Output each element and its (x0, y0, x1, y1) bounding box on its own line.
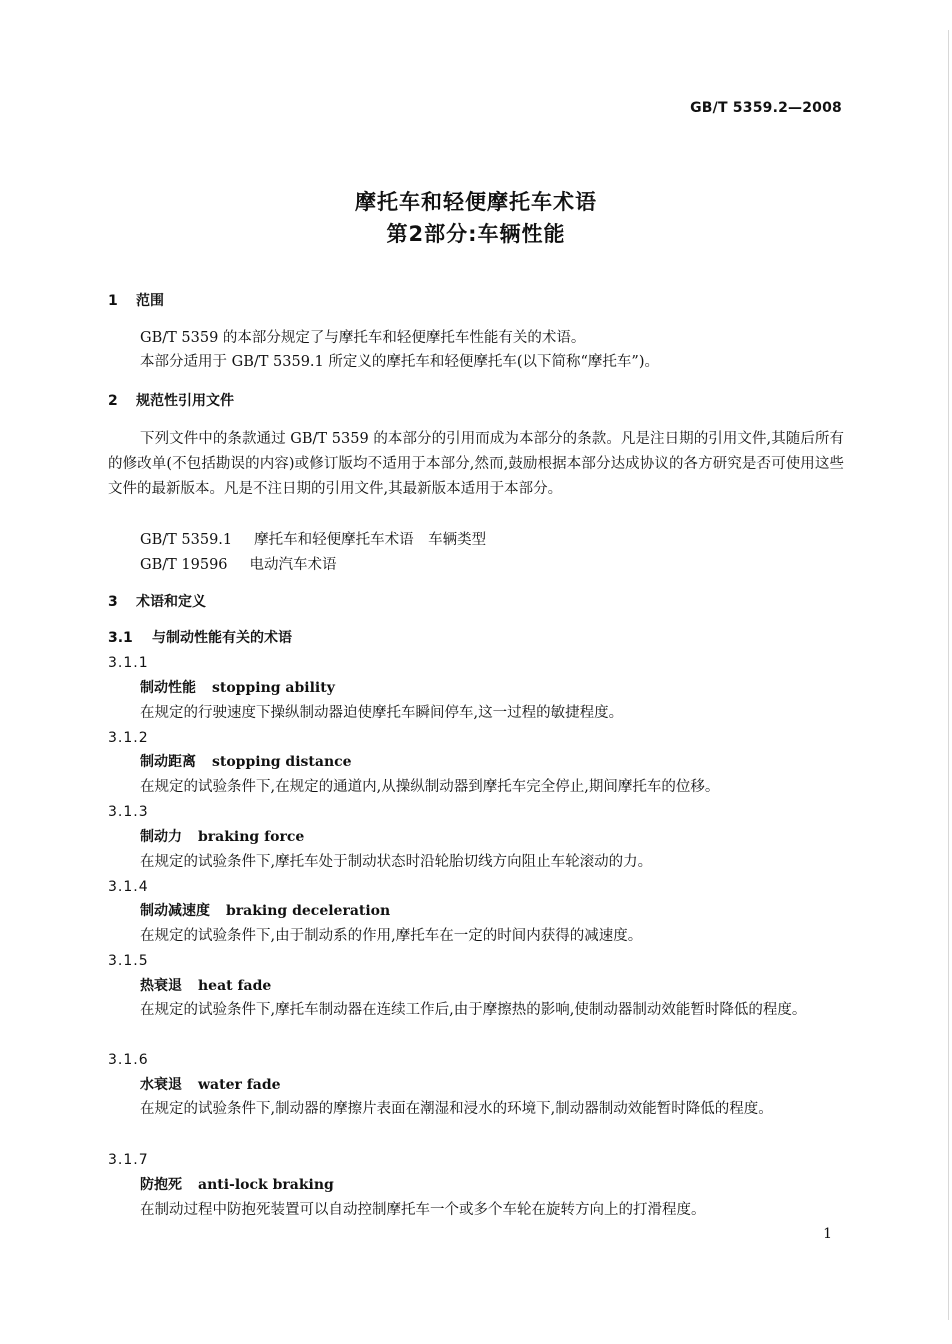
subsection-title: 与制动性能有关的术语 (152, 630, 292, 646)
term-english: braking force (198, 829, 305, 845)
term-heading (140, 976, 271, 996)
section-title: 规范性引用文件 (136, 393, 234, 409)
term-chinese: 制动距离 (140, 754, 196, 770)
term-chinese: 制动性能 (140, 680, 196, 696)
term-chinese: 制动减速度 (140, 903, 210, 919)
section-number: 3 (108, 594, 118, 610)
term-number: 3.1.1 (108, 655, 149, 671)
term-english: stopping distance (212, 754, 352, 770)
term-english: heat fade (198, 978, 272, 994)
term-english: anti-lock braking (198, 1177, 334, 1193)
term-chinese: 防抱死 (140, 1177, 182, 1193)
term-heading (140, 678, 335, 698)
term-number: 3.1.7 (108, 1152, 149, 1168)
subsection-3-1-heading (108, 628, 292, 648)
term-definition: 在规定的试验条件下,摩托车处于制动状态时沿轮胎切线方向阻止车轮滚动的力。 (140, 854, 653, 870)
term-number: 3.1.4 (108, 879, 149, 895)
term-definition: 在规定的行驶速度下操纵制动器迫使摩托车瞬间停车,这一过程的敏捷程度。 (140, 705, 624, 721)
reference-item (140, 553, 337, 574)
section-3-heading (108, 592, 206, 612)
term-heading (140, 752, 352, 772)
term-chinese: 水衰退 (140, 1077, 182, 1093)
document-title: 摩托车和轻便摩托车术语 (355, 190, 597, 214)
standard-number: GB/T 5359.2—2008 (690, 100, 842, 116)
term-chinese: 热衰退 (140, 978, 182, 994)
term-english: water fade (198, 1077, 281, 1093)
term-number: 3.1.5 (108, 953, 149, 969)
term-definition: 在规定的试验条件下,摩托车制动器在连续工作后,由于摩擦热的影响,使制动器制动效能暂时降低的程度。 (140, 1002, 807, 1018)
term-definition: 在规定的试验条件下,在规定的通道内,从操纵制动器到摩托车完全停止,期间摩托车的位移。 (140, 779, 720, 795)
term-heading (140, 827, 304, 847)
term-definition: 在规定的试验条件下,由于制动系的作用,摩托车在一定的时间内获得的减速度。 (140, 928, 643, 944)
term-heading (140, 1075, 281, 1095)
reference-title: 电动汽车术语 (249, 557, 337, 573)
term-number: 3.1.3 (108, 804, 149, 820)
document-subtitle: 第2部分:车辆性能 (386, 222, 566, 246)
term-chinese: 制动力 (140, 829, 182, 845)
section-title: 范围 (136, 293, 164, 309)
term-english: braking deceleration (226, 903, 391, 919)
reference-title: 摩托车和轻便摩托车术语 车辆类型 (254, 532, 487, 548)
term-definition: 在制动过程中防抱死装置可以自动控制摩托车一个或多个车轮在旋转方向上的打滑程度。 (140, 1202, 706, 1218)
term-english: stopping ability (212, 680, 335, 696)
section-1-paragraph-1: GB/T 5359 的本部分规定了与摩托车和轻便摩托车性能有关的术语。 (140, 330, 586, 346)
reference-code: GB/T 19596 (140, 557, 228, 573)
term-definition: 在规定的试验条件下,制动器的摩擦片表面在潮湿和浸水的环境下,制动器制动效能暂时降低的程度。 (140, 1101, 773, 1117)
subsection-number: 3.1 (108, 630, 133, 646)
section-1-heading (108, 291, 164, 311)
section-number: 1 (108, 293, 118, 309)
reference-code: GB/T 5359.1 (140, 532, 233, 548)
term-heading (140, 1175, 334, 1195)
section-2-heading (108, 391, 234, 411)
section-1-paragraph-2: 本部分适用于 GB/T 5359.1 所定义的摩托车和轻便摩托车(以下简称“摩托车”)。 (140, 354, 659, 370)
page-number: 1 (823, 1226, 832, 1242)
term-heading (140, 901, 390, 921)
section-2-paragraph: 下列文件中的条款通过 GB/T 5359 的本部分的引用而成为本部分的条款。凡是注日期的引用文件,其随后所有的修改单(不包括勘误的内容)或修订版均不适用于本部分,然而,鼓励根据本部分达成协议的各方研究是否可使用这些文件的最新版本。凡是不注日期的引用文件,其最新版本适用于本部分。 (108, 431, 844, 497)
term-number: 3.1.6 (108, 1052, 149, 1068)
reference-item (140, 528, 486, 549)
term-number: 3.1.2 (108, 730, 149, 746)
section-number: 2 (108, 393, 118, 409)
section-title: 术语和定义 (136, 594, 206, 610)
